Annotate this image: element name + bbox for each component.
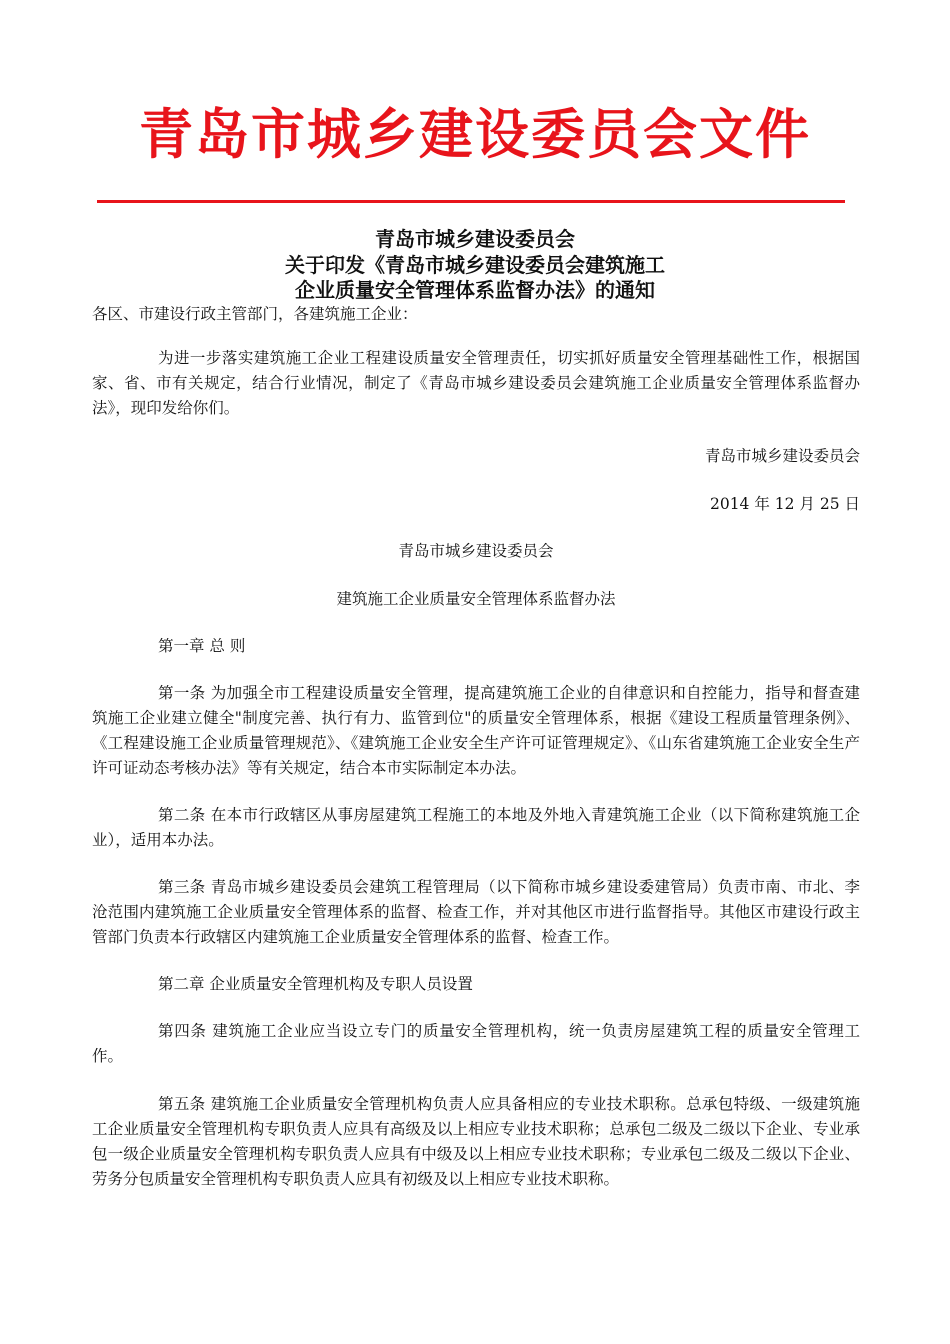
chapter-heading-1: 第一章 总 则 [158, 637, 246, 655]
notice-body: 为进一步落实建筑施工企业工程建设质量安全管理责任，切实抓好质量安全管理基础性工作，根据国家、省、市有关规定，结合行业情况，制定了《青岛市城乡建设委员会建筑施工企业质量安全管理体系监督办法》，现印发给你们。 [92, 349, 860, 417]
article-1: 第一条 为加强全市工程建设质量安全管理，提高建筑施工企业的自律意识和自控能力，指导和督查建筑施工企业建立健全"制度完善、执行有力、监管到位"的质量安全管理体系，根据《建设工程质量管理条例》、《工程建设施工企业质量管理规范》、《建筑施工企业安全生产许可证管理规定》、《山东省建筑施工企业安全生产许可证动态考核办法》等有关规定，结合本市实际制定本办法。 [92, 684, 860, 777]
notice-signature: 青岛市城乡建设委员会 [704, 447, 860, 465]
notice-date: 2014 年 12 月 25 日 [709, 495, 860, 513]
notice-title-line3: 企业质量安全管理体系监督办法》的通知 [295, 278, 655, 302]
chapter-heading-2: 第二章 企业质量安全管理机构及专职人员设置 [158, 975, 473, 993]
article-2: 第二条 在本市行政辖区从事房屋建筑工程施工的本地及外地入青建筑施工企业（以下简称建筑施工企业），适用本办法。 [92, 806, 860, 849]
article-5: 第五条 建筑施工企业质量安全管理机构负责人应具备相应的专业技术职称。总承包特级、一级建筑施工企业质量安全管理机构专职负责人应具有高级及以上相应专业技术职称；总承包二级及二级以下企业、专业承包一级企业质量安全管理机构专职负责人应具有中级及以上相应专业技术职称；专业承包二级及二级以下企业、劳务分包质量安全管理机构专职负责人应具有初级及以上相应专业技术职称。 [92, 1095, 860, 1188]
masthead-divider [97, 200, 845, 203]
measures-title: 建筑施工企业质量安全管理体系监督办法 [336, 590, 616, 608]
measures-issuer: 青岛市城乡建设委员会 [398, 542, 554, 560]
notice-addressee: 各区、市建设行政主管部门，各建筑施工企业： [92, 305, 418, 323]
article-3: 第三条 青岛市城乡建设委员会建筑工程管理局（以下简称市城乡建设委建管局）负责市南、市北、李沧范围内建筑施工企业质量安全管理体系的监督、检查工作，并对其他区市进行监督指导。其他区市建设行政主管部门负责本行政辖区内建筑施工企业质量安全管理体系的监督、检查工作。 [92, 878, 860, 946]
notice-title-line2: 关于印发《青岛市城乡建设委员会建筑施工 [285, 253, 665, 277]
article-4: 第四条 建筑施工企业应当设立专门的质量安全管理机构，统一负责房屋建筑工程的质量安全管理工作。 [92, 1022, 860, 1065]
notice-title-line1: 青岛市城乡建设委员会 [375, 227, 575, 251]
document-masthead: 青岛市城乡建设委员会文件 [139, 103, 811, 166]
